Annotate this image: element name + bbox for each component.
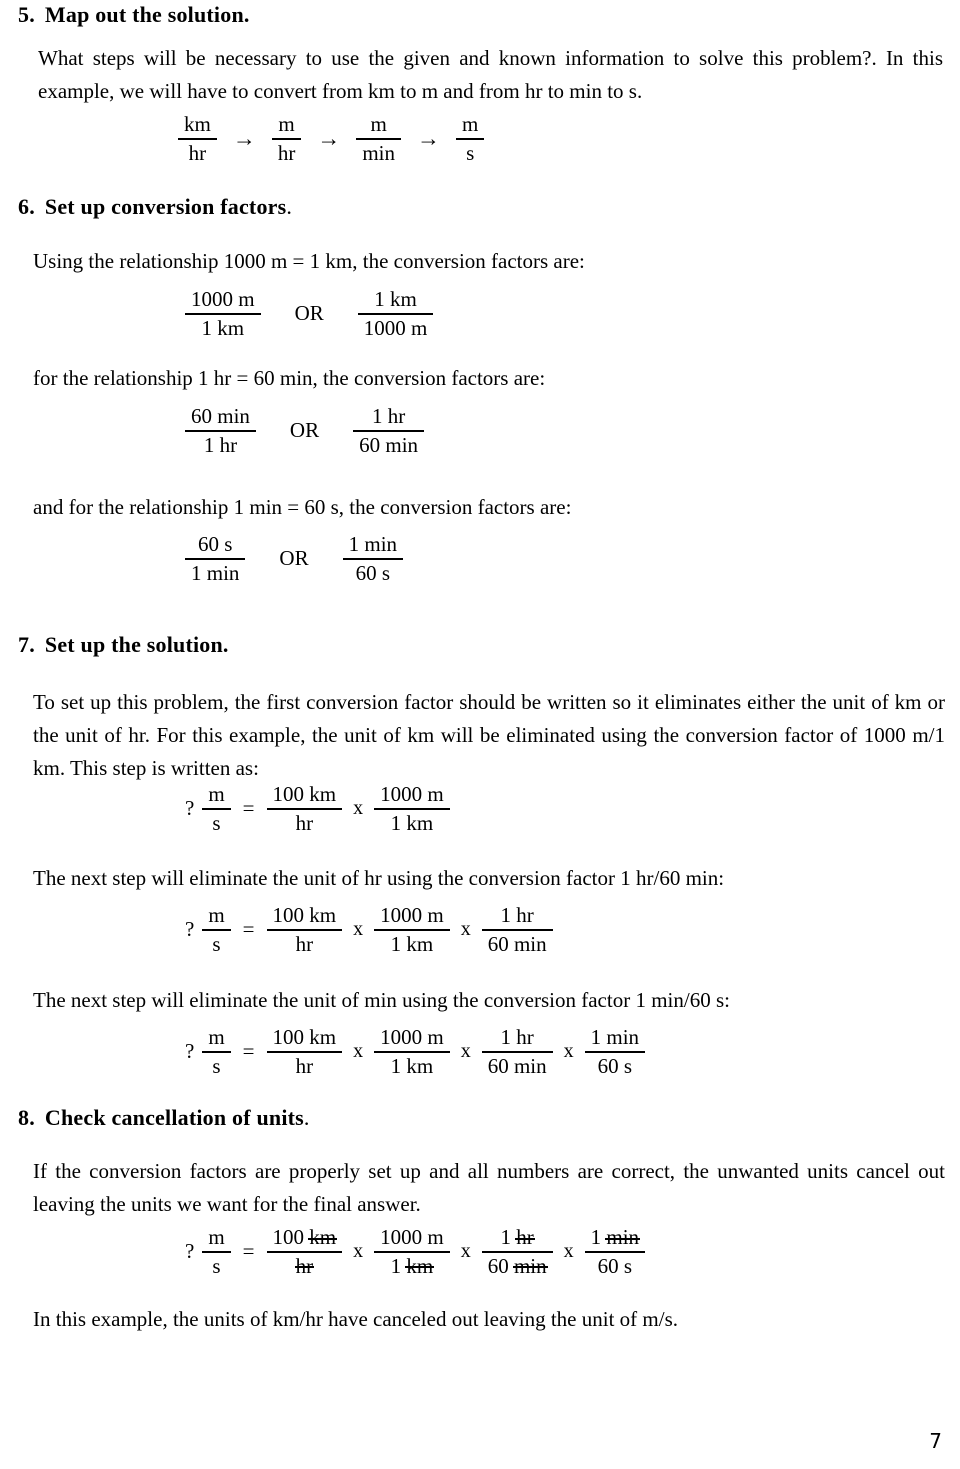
conversion-factors-hr (185, 405, 424, 456)
fraction-bar (267, 929, 343, 931)
hr-factor-right (353, 405, 424, 456)
fraction-bar (185, 313, 261, 315)
map-fraction-4-numerator: m (462, 112, 479, 136)
eq1-term-2-numerator: 1000 m (380, 782, 444, 806)
fraction-bar (374, 929, 450, 931)
fraction-bar (374, 808, 450, 810)
cancel-term-4-denominator (592, 1255, 638, 1278)
step-8-title: Check cancellation of units (44, 1105, 304, 1130)
fraction-bar (178, 138, 217, 140)
fraction-bar (202, 808, 230, 810)
eq2-term-1-denominator: hr (295, 931, 314, 956)
cancel-term-4-numerator (585, 1226, 645, 1249)
eq3-term-1-denominator: hr (295, 1053, 314, 1078)
hr-factor-left (185, 405, 256, 456)
eq3-multiply-sign-3: x (563, 1040, 574, 1063)
cancel-multiply-sign-3: x (563, 1240, 574, 1263)
hr-factor-left-denominator: 1 hr (203, 432, 238, 457)
eq3-term-4-numerator: 1 min (590, 1025, 640, 1049)
eq2-term-3-numerator: 1 hr (500, 903, 534, 927)
fraction-bar (267, 1251, 343, 1253)
cancel-term-3-numerator (495, 1226, 540, 1249)
fraction-bar (585, 1251, 645, 1253)
cancel-term-4-numerator-plain: 1 (590, 1225, 607, 1249)
step-5-heading (18, 2, 250, 28)
eq3-term-1 (267, 1026, 343, 1077)
fraction-bar (482, 1051, 553, 1053)
cancel-left-side (202, 1226, 230, 1277)
min-factor-right-denominator: 60 s (355, 560, 391, 585)
unit-map-diagram (178, 113, 484, 164)
map-fraction-4 (456, 113, 484, 164)
cancel-term-3-denominator-plain: 60 (487, 1253, 514, 1278)
eq2-question-mark: ? (185, 917, 195, 942)
cancel-term-3-numerator-struck: hr (516, 1225, 534, 1249)
eq3-multiply-sign-2: x (460, 1040, 471, 1063)
fraction-bar (353, 430, 424, 432)
fraction-bar (185, 430, 256, 432)
eq2-left-numerator: m (208, 903, 225, 927)
step-8-heading (18, 1105, 310, 1131)
eq2-equals-sign: = (242, 917, 255, 942)
fraction-bar (267, 1051, 343, 1053)
km-factor-left-numerator: 1000 m (191, 287, 255, 311)
eq3-term-3-numerator: 1 hr (500, 1025, 534, 1049)
cancel-term-4-numerator-struck: min (606, 1225, 640, 1249)
min-factor-or-label: OR (279, 546, 309, 571)
eq2-left-side (202, 904, 230, 955)
cancel-term-3-denominator (482, 1255, 553, 1278)
step-8-closing: In this example, the units of km/hr have canceled out leaving the unit of m/s. (33, 1307, 679, 1331)
eq2-term-3-denominator: 60 min (487, 931, 547, 956)
eq3-term-3 (482, 1026, 553, 1077)
eq1-term-2 (374, 783, 450, 834)
fraction-bar (185, 558, 245, 560)
map-fraction-1 (178, 113, 217, 164)
eq3-left-denominator: s (212, 1053, 221, 1078)
cancel-multiply-sign-1: x (353, 1240, 364, 1263)
fraction-bar (202, 929, 230, 931)
map-fraction-2-numerator: m (278, 112, 295, 136)
cancel-term-3 (482, 1226, 553, 1277)
eq1-multiply-sign: x (353, 797, 364, 820)
cancel-term-3-denominator-struck: min (513, 1253, 547, 1278)
fraction-bar (202, 1251, 230, 1253)
min-factor-left-numerator: 60 s (197, 532, 233, 556)
hr-factor-left-numerator: 60 min (191, 404, 250, 428)
cancel-term-1-denominator (290, 1255, 320, 1278)
eq2-term-1-numerator: 100 km (272, 903, 337, 927)
min-factor-right (343, 533, 403, 584)
cancel-term-1-numerator-plain: 100 (272, 1225, 310, 1249)
map-fraction-2 (272, 113, 302, 164)
step-8-body: If the conversion factors are properly set up and all numbers are correct, the unwanted units cancel out leaving the units we want for the final answer. (33, 1159, 945, 1216)
step-6-intro-min: and for the relationship 1 min = 60 s, the conversion factors are: (33, 495, 572, 519)
cancel-term-2-denominator-plain: 1 (390, 1253, 407, 1278)
step-6-title: Set up conversion factors (44, 194, 287, 219)
eq2-multiply-sign-2: x (460, 918, 471, 941)
step-6-intro-km: Using the relationship 1000 m = 1 km, the conversion factors are: (33, 249, 585, 273)
cancel-term-1-numerator (267, 1226, 343, 1249)
cancel-term-1-numerator-struck: km (309, 1225, 337, 1249)
km-factor-right (358, 288, 434, 339)
hr-factor-or-label: OR (289, 418, 320, 443)
eq3-term-4 (585, 1026, 645, 1077)
map-fraction-1-denominator: hr (188, 140, 207, 165)
min-factor-left (185, 533, 245, 584)
eq1-equals-sign: = (242, 796, 255, 821)
eq1-term-2-denominator: 1 km (390, 810, 434, 835)
cancel-left-numerator: m (208, 1225, 225, 1249)
eq3-term-2 (374, 1026, 450, 1077)
eq2-left-denominator: s (212, 931, 221, 956)
cancel-equals-sign: = (242, 1239, 255, 1264)
eq1-term-1-denominator: hr (295, 810, 314, 835)
cancel-multiply-sign-2: x (460, 1240, 471, 1263)
fraction-bar (456, 138, 484, 140)
arrow-icon: → (232, 125, 256, 151)
step-6-number: 6. (18, 194, 35, 219)
eq3-left-numerator: m (208, 1025, 225, 1049)
eq3-term-2-numerator: 1000 m (380, 1025, 444, 1049)
solution-equation-2 (185, 904, 553, 955)
cancel-term-2-numerator-plain: 1000 m (380, 1225, 444, 1249)
fraction-bar (358, 313, 434, 315)
hr-factor-right-numerator: 1 hr (371, 404, 406, 428)
cancel-question-mark: ? (185, 1239, 195, 1264)
step-8-number: 8. (18, 1105, 35, 1130)
cancel-term-3-numerator-plain: 1 (500, 1225, 517, 1249)
map-fraction-3-numerator: m (370, 112, 387, 136)
min-factor-right-numerator: 1 min (348, 532, 398, 556)
step-8-title-period: . (303, 1105, 310, 1130)
solution-equation-3 (185, 1026, 645, 1077)
eq1-term-1-numerator: 100 km (272, 782, 337, 806)
fraction-bar (482, 1251, 553, 1253)
step-7-title: Set up the solution. (44, 632, 229, 657)
step-6-intro-hr: for the relationship 1 hr = 60 min, the conversion factors are: (33, 366, 546, 390)
eq2-term-2 (374, 904, 450, 955)
cancel-term-2-denominator-struck: km (406, 1253, 434, 1278)
min-factor-left-denominator: 1 min (191, 560, 240, 585)
eq1-left-denominator: s (212, 810, 221, 835)
map-fraction-4-denominator: s (466, 140, 475, 165)
map-fraction-2-denominator: hr (277, 140, 296, 165)
conversion-factors-km (185, 288, 433, 339)
fraction-bar (267, 808, 343, 810)
km-factor-or-label: OR (294, 301, 324, 326)
map-fraction-1-numerator: km (184, 112, 211, 136)
cancel-left-denominator: s (212, 1253, 221, 1278)
eq1-question-mark: ? (185, 796, 195, 821)
eq3-term-1-numerator: 100 km (272, 1025, 337, 1049)
cancel-term-2 (374, 1226, 450, 1277)
arrow-icon: → (417, 125, 441, 151)
km-factor-right-denominator: 1000 m (363, 315, 428, 340)
fraction-bar (272, 138, 302, 140)
fraction-bar (202, 1051, 230, 1053)
eq1-left-side (202, 783, 230, 834)
conversion-factors-min (185, 533, 403, 584)
step-7-text-min: The next step will eliminate the unit of min using the conversion factor 1 min/60 s: (33, 988, 730, 1012)
solution-equation-1 (185, 783, 450, 834)
arrow-icon: → (317, 125, 341, 151)
eq2-multiply-sign-1: x (353, 918, 364, 941)
step-7-number: 7. (18, 632, 35, 657)
eq3-term-2-denominator: 1 km (390, 1053, 434, 1078)
eq3-term-3-denominator: 60 min (487, 1053, 547, 1078)
eq3-question-mark: ? (185, 1039, 195, 1064)
cancel-term-1 (267, 1226, 343, 1277)
fraction-bar (343, 558, 403, 560)
eq2-term-2-numerator: 1000 m (380, 903, 444, 927)
eq1-term-1 (267, 783, 343, 834)
step-7-text-hr: The next step will eliminate the unit of hr using the conversion factor 1 hr/60 min: (33, 866, 725, 890)
cancel-term-4-denominator-plain: 60 s (597, 1253, 633, 1278)
eq3-equals-sign: = (242, 1039, 255, 1064)
cancel-term-4 (585, 1226, 645, 1277)
eq3-term-4-denominator: 60 s (597, 1053, 633, 1078)
eq2-term-1 (267, 904, 343, 955)
fraction-bar (374, 1251, 450, 1253)
cancel-term-1-denominator-struck: hr (295, 1253, 314, 1278)
km-factor-left-denominator: 1 km (201, 315, 245, 340)
eq1-left-numerator: m (208, 782, 225, 806)
cancel-term-2-numerator (374, 1226, 450, 1249)
km-factor-right-numerator: 1 km (374, 287, 417, 311)
step-7-body: To set up this problem, the first conversion factor should be written so it eliminates either the unit of km or the unit of hr. For this example, the unit of km will be eliminated using the conversion factor of 1000 m/1 km. This step is written as: (33, 690, 945, 780)
eq2-term-2-denominator: 1 km (390, 931, 434, 956)
fraction-bar (482, 929, 553, 931)
km-factor-left (185, 288, 261, 339)
fraction-bar (585, 1051, 645, 1053)
cancel-term-2-denominator (385, 1255, 440, 1278)
page-number: 7 (929, 1429, 942, 1453)
step-7-heading (18, 632, 229, 658)
hr-factor-right-denominator: 60 min (359, 432, 419, 457)
eq2-term-3 (482, 904, 553, 955)
step-6-heading (18, 194, 292, 220)
map-fraction-3 (356, 113, 401, 164)
eq3-multiply-sign-1: x (353, 1040, 364, 1063)
step-5-title: Map out the solution. (44, 2, 250, 27)
step-5-body: What steps will be necessary to use the given and known information to solve this problem?. In this example, we will have to convert from km to m and from hr to min to s. (38, 46, 943, 103)
fraction-bar (356, 138, 401, 140)
step-5-number: 5. (18, 2, 35, 27)
map-fraction-3-denominator: min (362, 140, 396, 165)
eq3-left-side (202, 1026, 230, 1077)
step-6-title-period: . (286, 194, 293, 219)
fraction-bar (374, 1051, 450, 1053)
cancellation-equation (185, 1226, 645, 1277)
